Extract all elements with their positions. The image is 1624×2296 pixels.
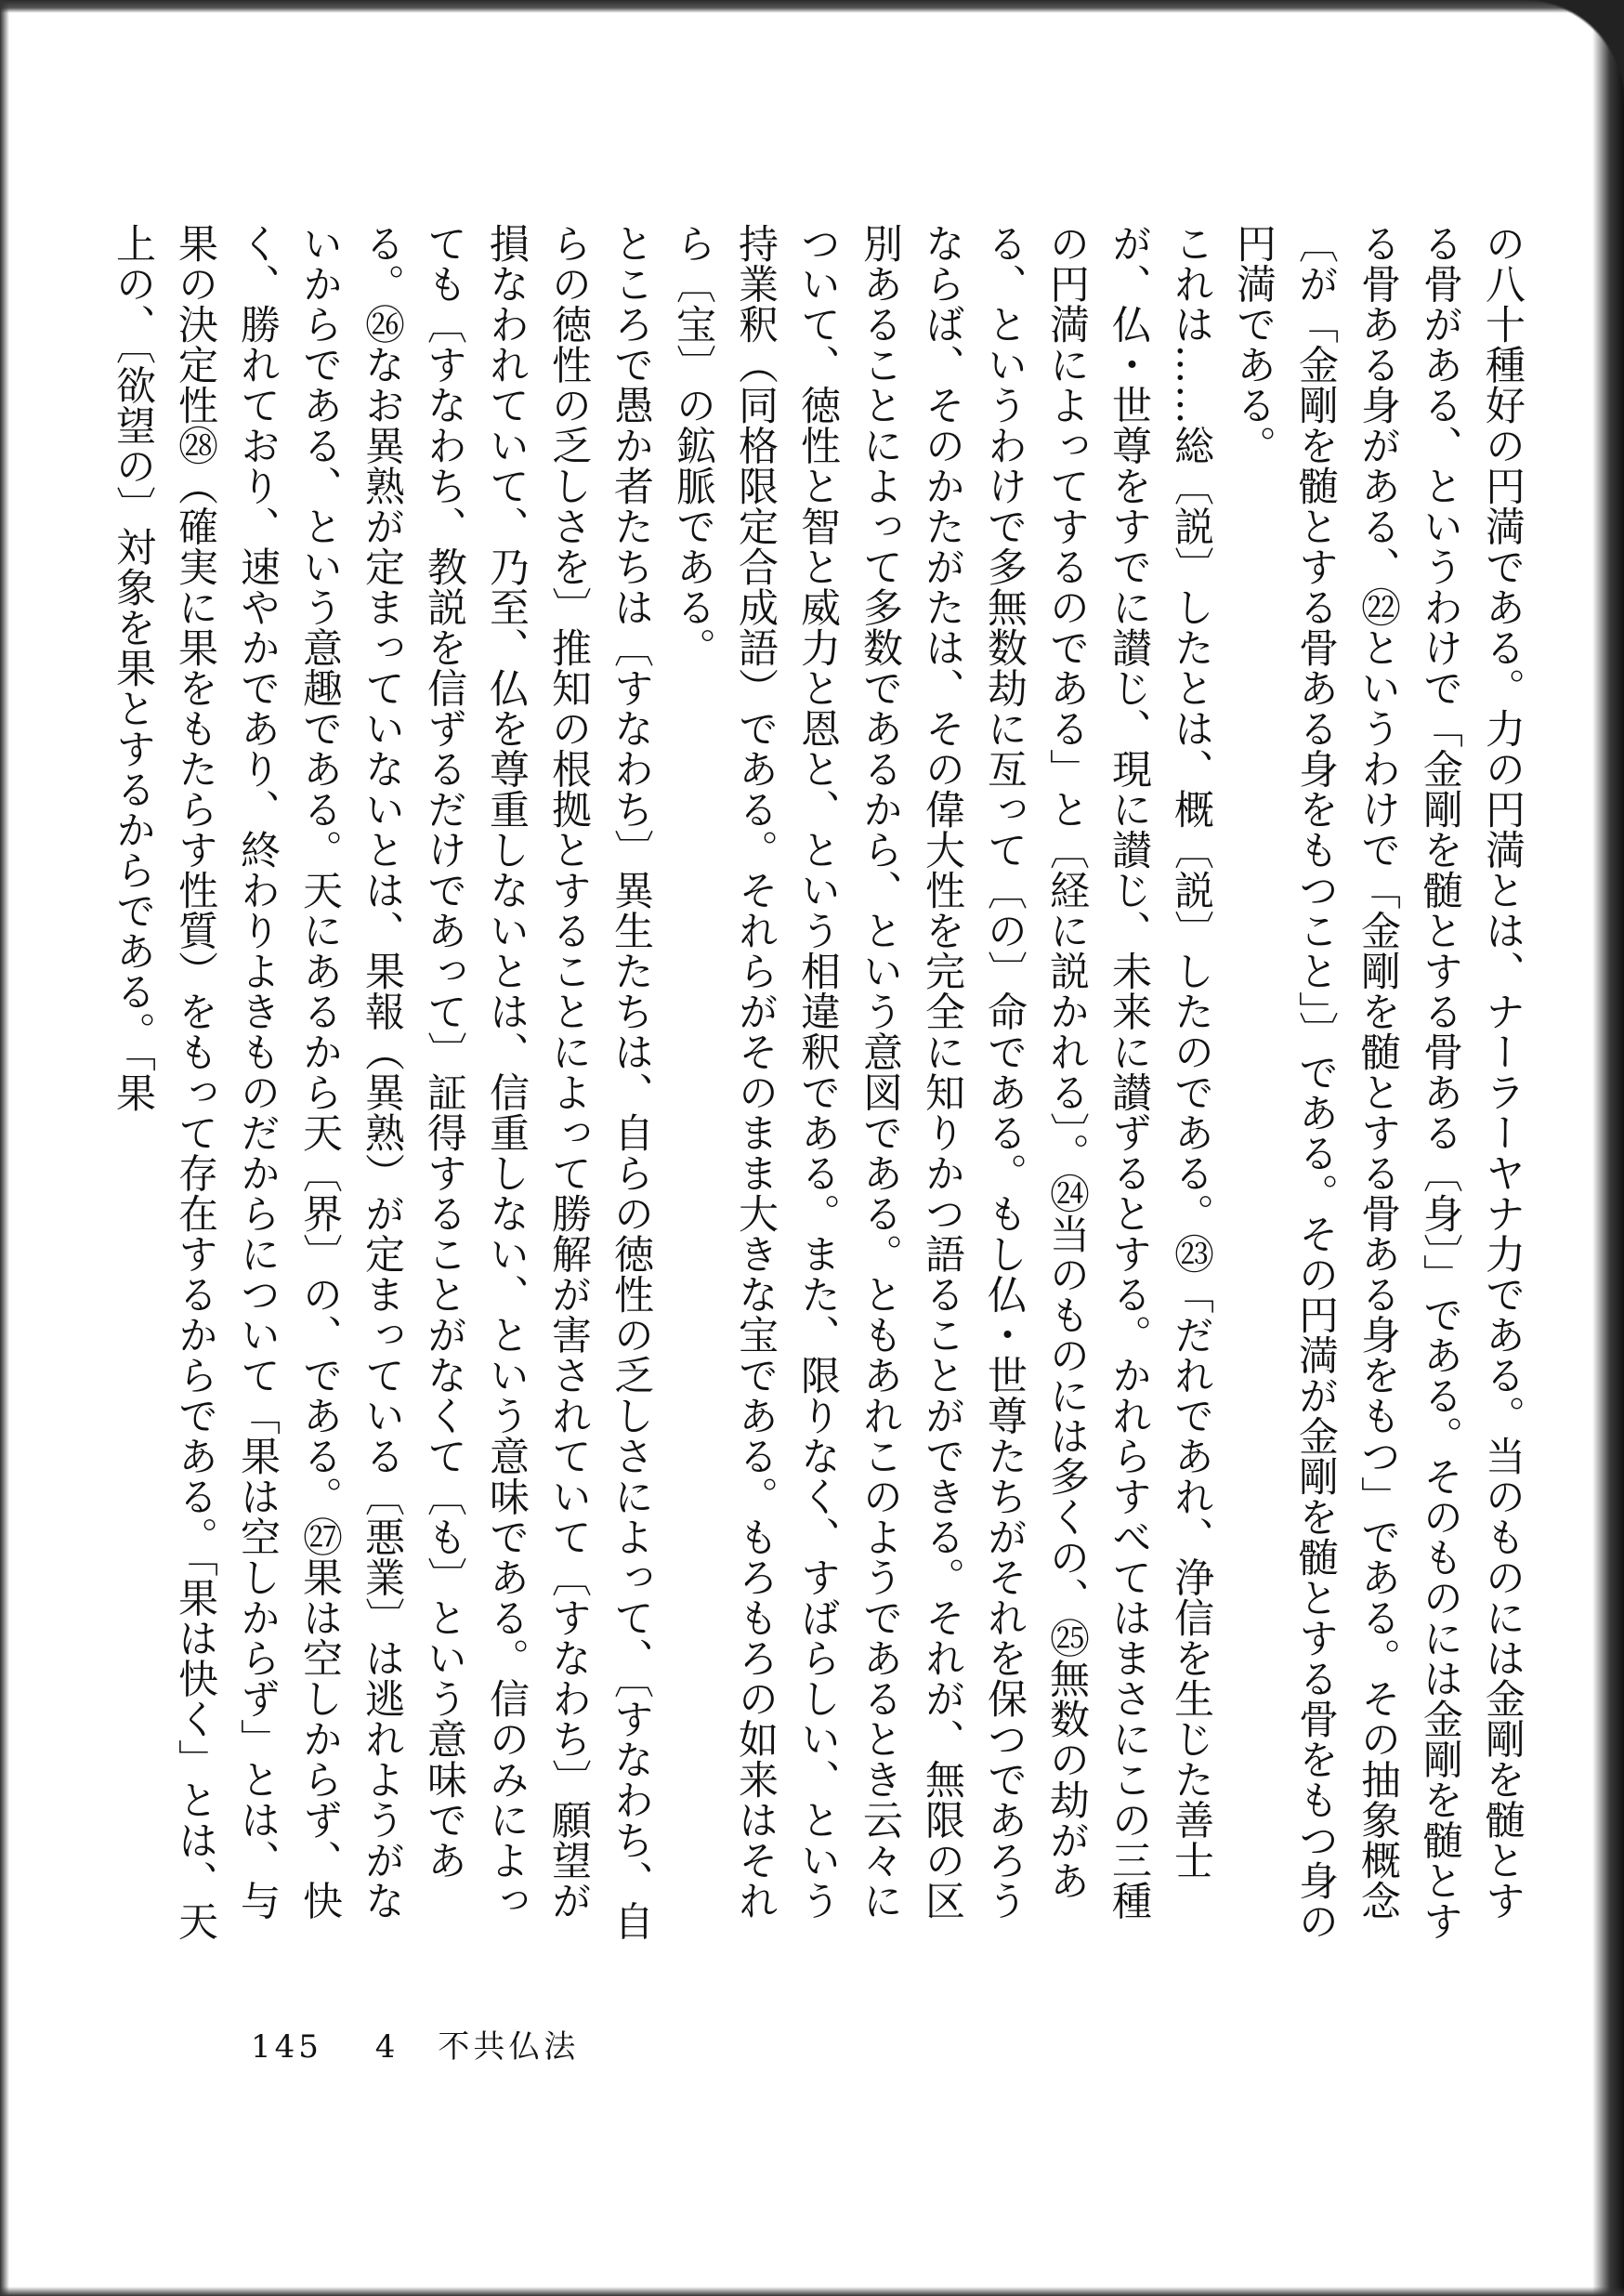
- paragraph-3: ところで愚か者たちは〔すなわち〕異生たちは、自らの徳性の乏しさによって、〔すなわち、自らの徳性の乏しさを〕推知の根拠とすることによって勝解が害されていて〔すなわち〕願望が損なわれていて、乃至、仏を尊重しないとは、信重しない、という意味である。信のみによっても〔すなわち、教説を信ずるだけであって〕証得することがなくて〔も〕という意味である。㉖なお異熟が定まっていないとは、果報（異熟）が定まっている〔悪業〕は逃れようがないからである、という意趣である。天にあるから天〔界〕の、である。㉗果は空しからず、快く、勝れており、速やかであり、終わりよきものだからについて「果は空しからず」とは、与果の決定性㉘（確実に果をもたらす性質）をもって存在するからである。「果は快く」とは、天上の、〔欲望の〕対象を果とするからである。「果: [110, 223, 654, 1941]
- paragraph-1: の八十種好の円満である。力の円満とは、ナーラーヤナ力である。当のものには金剛を髄とする骨がある、というわけで「金剛を髄とする骨ある〔身〕」である。そのものには金剛を髄とする骨ある身がある、㉒というわけで「金剛を髄とする骨ある身をもつ」である。その抽象概念〔が「金剛を髄とする骨ある身をもつこと」〕である。その円満が金剛を髄とする骨をもつ身の円満である。: [1230, 223, 1526, 1941]
- chapter-title: 不共仏法: [438, 2028, 580, 2066]
- scan-edge-right: [1592, 0, 1624, 2296]
- page-number: 145: [251, 2028, 322, 2066]
- scan-edge-top: [0, 0, 1624, 13]
- scan-edge-bottom: [0, 2287, 1624, 2296]
- vertical-body-text: [110, 223, 1533, 1942]
- chapter-number: 4: [374, 2028, 399, 2066]
- paragraph-2: これは……総〔説〕したとは、概〔説〕したのである。㉓「だれであれ、浄信を生じた善士が、仏・世尊をすでに讃じ、現に讃じ、未来に讃ずるとする。かれらすべてはまさにこの三種の円満によってするのである」と〔経に説かれる〕。㉔当のものには多くの、㉕無数の劫がある、というわけで多無数劫に亙って〔の〕命である。もし仏・世尊たちがそれを保つであろうならば、そのかたがたは、その偉大性を完全に知りかつ語ることができる。それが、無限の区別あることによって多数であるから、という意図である。ともあれこのようであるとき云々について、徳性と智と威力と恩と、という相違釈である。また、限りなく、すばらしい、という持業釈（同格限定合成語）である。それらがそのまま大きな宝である。もろもろの如来はそれら〔宝〕の鉱脈である。: [670, 223, 1214, 1921]
- page-footer: [251, 2021, 618, 2066]
- scan-edge-left: [0, 0, 9, 2296]
- scan-corner: [1522, 0, 1624, 102]
